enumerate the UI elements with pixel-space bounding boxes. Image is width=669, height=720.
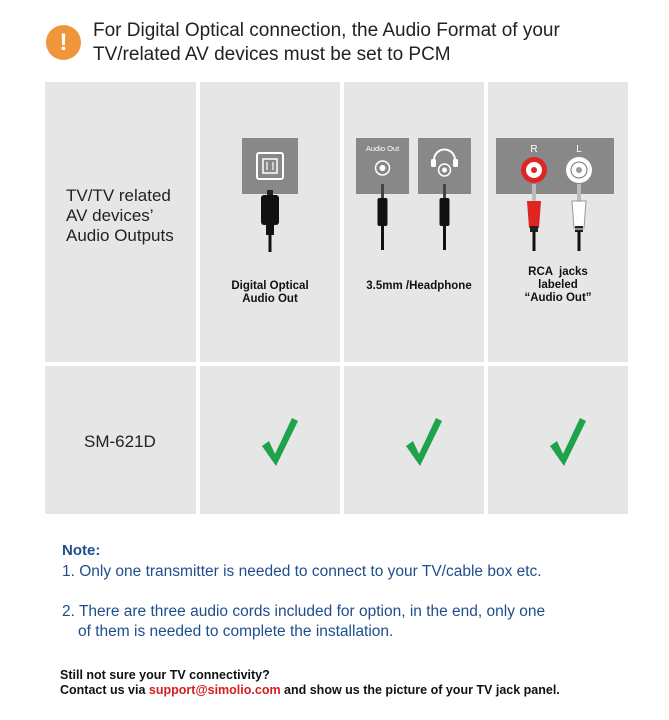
port-label-optical — [210, 280, 330, 306]
footer-question: Still not sure your TV connectivity? — [60, 668, 270, 682]
check-icon-headphone — [404, 416, 444, 468]
rca-right-label: R — [530, 144, 538, 155]
audio-out-port-text: Audio Out — [365, 144, 400, 153]
rca-port-icon — [496, 138, 616, 254]
check-icon-optical — [260, 416, 300, 468]
footer-contact-suffix: and show us the picture of your TV jack panel. — [280, 683, 560, 697]
row-label-line-2: AV devices’ — [66, 206, 154, 225]
headline-line-1: For Digital Optical connection, the Audio Format of your — [93, 20, 560, 41]
footer-contact — [60, 683, 560, 697]
port-label-optical-line-2: Audio Out — [242, 293, 298, 305]
note-item-2-line-1: 2. There are three audio cords included for option, in the end, only one — [62, 603, 546, 620]
port-label-rca-line-3: “Audio Out” — [524, 292, 592, 304]
row-label-line-3: Audio Outputs — [66, 226, 174, 245]
note-item-2-line-2: of them is needed to complete the installation. — [78, 623, 394, 640]
port-label-rca-line-1: RCA jacks — [528, 266, 588, 278]
row-label-line-1: TV/TV related — [66, 186, 171, 205]
headline — [93, 19, 653, 67]
support-email-link[interactable]: support@simolio.com — [148, 683, 281, 697]
exclamation-icon: ! — [46, 25, 81, 60]
port-label-headphone-line-1: 3.5mm /Headphone — [366, 280, 472, 292]
rca-left-label: L — [576, 144, 582, 155]
port-label-headphone — [344, 280, 494, 293]
check-icon-rca — [548, 416, 588, 468]
row-label-model: SM-621D — [84, 432, 156, 451]
headline-line-2: TV/related AV devices must be set to PCM — [93, 44, 451, 65]
footer-contact-prefix: Contact us via — [60, 683, 149, 697]
port-label-rca-line-2: labeled — [538, 279, 578, 291]
headphone-port-icon — [354, 138, 474, 254]
port-label-optical-line-1: Digital Optical — [231, 280, 309, 292]
note-title: Note: — [62, 542, 101, 559]
note-item-1: 1. Only one transmitter is needed to connect to your TV/cable box etc. — [62, 563, 542, 580]
optical-port-icon — [240, 138, 300, 254]
row-label-audio-outputs — [66, 186, 174, 246]
port-label-rca — [498, 266, 618, 305]
